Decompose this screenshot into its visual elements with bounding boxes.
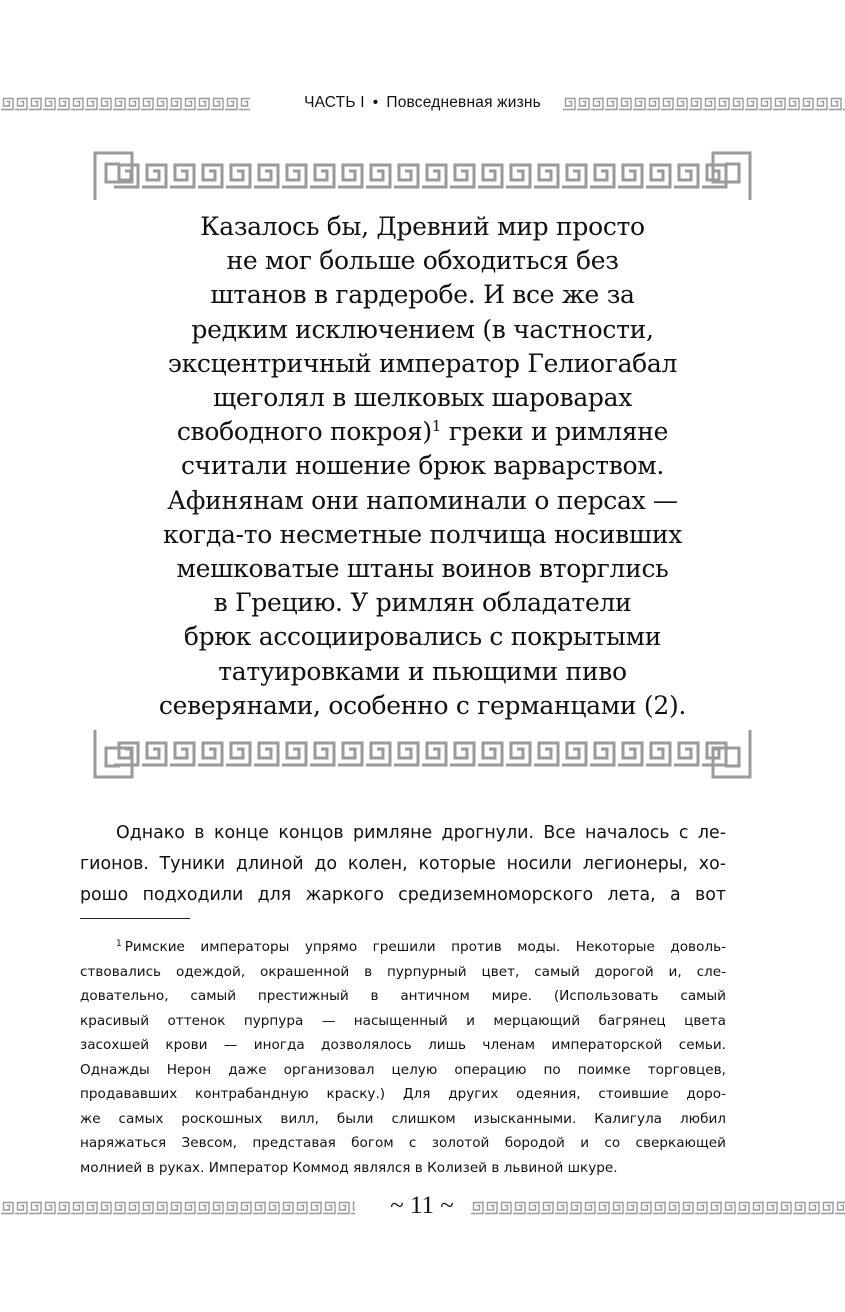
quote-line: в Грецию. У римлян обладатели xyxy=(213,588,632,618)
footnote-marker: 1 xyxy=(116,939,122,949)
quote-line: редким исключением (в частности, xyxy=(191,314,654,344)
quote-line: мешковатые штаны воинов вторглись xyxy=(176,554,669,584)
footnote xyxy=(80,932,726,1180)
quote-line: Афинянам они напоминали о персах — xyxy=(167,485,678,515)
footnote-line: ствовались одеждой, окрашенной в пурпурный цвет, самый дорогой и, сле- xyxy=(80,963,726,980)
quote-line xyxy=(110,415,735,449)
header-meander-left xyxy=(0,97,250,111)
quote-line-text: греки и римляне xyxy=(441,417,669,447)
header-meander-right xyxy=(562,97,845,111)
quote-line: когда-то несметные полчища носивших xyxy=(162,519,683,549)
footnote-line: красивый оттенок пурпура — насыщенный и мерцающий багрянец цвета xyxy=(80,1012,726,1029)
quote-frame-bottom xyxy=(92,728,753,780)
footnote-line: засохшей крови — иногда дозволялось лишь членам императорской семьи. xyxy=(80,1037,726,1053)
footnote-line xyxy=(80,932,726,960)
running-head-part: ЧАСТЬ I xyxy=(304,94,365,111)
quote-line: татуировками и пьющими пиво xyxy=(218,656,627,686)
page-number: ~ 11 ~ xyxy=(390,1192,454,1219)
quote-line: северянами, особенно с германцами (2). xyxy=(158,690,687,720)
footnote-line: молнией в руках. Император Коммод являлся в Колизей в львиной шкуре. xyxy=(80,1159,618,1176)
footnote-line: же самых роскошных вилл, были слишком изысканными. Калигула любил xyxy=(80,1110,726,1127)
quote-line: штанов в гардеробе. И все же за xyxy=(210,280,635,310)
body-line: гионов. Туники длиной до колен, которые носили легионеры, хо- xyxy=(80,854,726,874)
running-head xyxy=(250,94,595,112)
body-line: рошо подходили для жаркого средиземноморского лета, а вот xyxy=(80,885,726,905)
running-head-separator: • xyxy=(372,94,379,111)
quote-line: считали ношение брюк варварством. xyxy=(180,451,665,481)
quote-line: щеголял в шелковых шароварах xyxy=(212,383,633,413)
quote-line: не мог больше обходиться без xyxy=(226,246,619,276)
footer-meander-left xyxy=(0,1201,355,1215)
body-line: Однако в конце концов римляне дрогнули. Все началось с ле- xyxy=(116,823,726,843)
running-head-section: Повседневная жизнь xyxy=(386,94,541,111)
footnote-reference[interactable]: 1 xyxy=(431,417,442,436)
footnote-line: Однажды Нерон даже организовал целую операцию по поимке торговцев, xyxy=(80,1061,726,1078)
quote-line: брюк ассоциировались с покрытыми xyxy=(183,622,662,652)
quote-line: Казалось бы, Древний мир просто xyxy=(200,212,645,241)
quote-line-text: свободного покроя) xyxy=(176,417,432,447)
footnote-line: продававших контрабандную краску.) Для других одеяния, стоившие доро- xyxy=(80,1086,726,1102)
footer-meander-right xyxy=(470,1201,845,1215)
footnote-line-text: Римские императоры упрямо грешили против моды. Некоторые доволь- xyxy=(124,939,726,955)
footnote-line: наряжаться Зевсом, представая богом с золотой бородой и со сверкающей xyxy=(80,1135,726,1151)
pull-quote xyxy=(110,210,735,723)
quote-frame-top xyxy=(92,150,753,202)
body-paragraph xyxy=(80,818,726,911)
footnote-line: довательно, самый престижный в античном мире. (Использовать самый xyxy=(80,988,726,1004)
quote-line: эксцентричный император Гелиогабал xyxy=(167,348,678,378)
footnote-divider xyxy=(80,918,190,919)
